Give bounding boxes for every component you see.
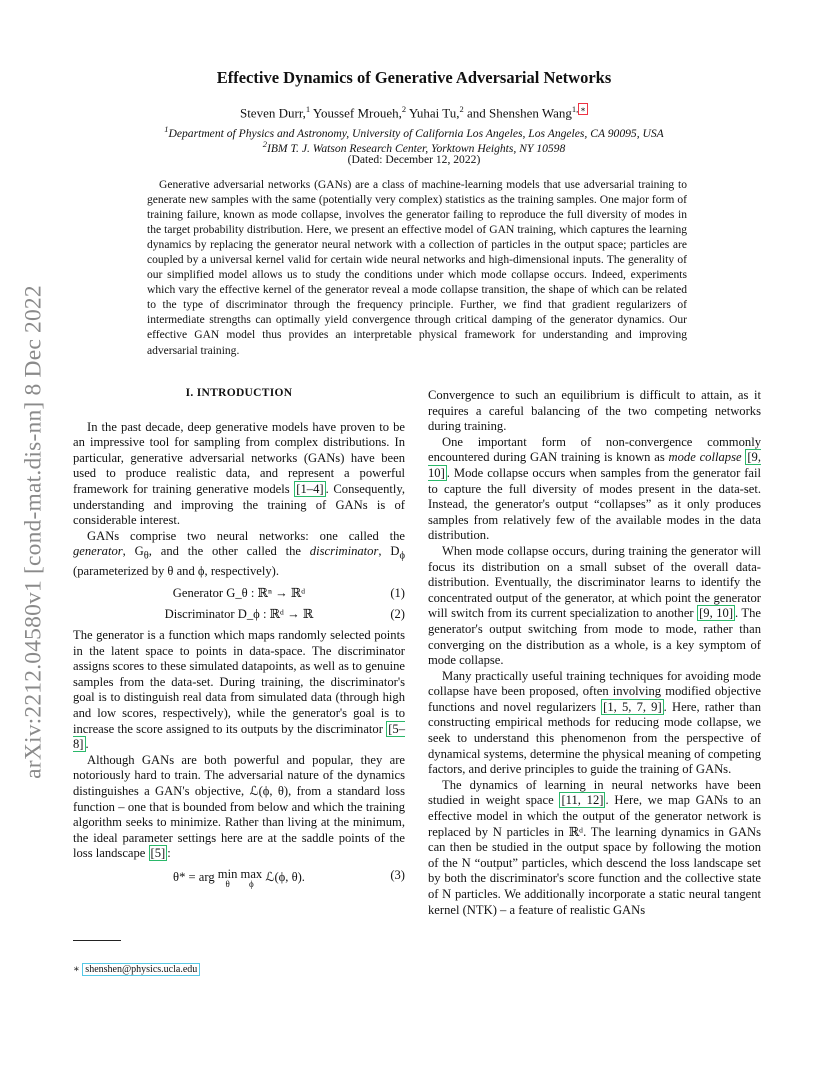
citation-link[interactable]: [11, 12] [561, 793, 604, 808]
footnote: ∗ shenshen@physics.ucla.edu [73, 964, 200, 975]
paragraph: In the past decade, deep generative models have proven to be an impressive tool for sampling from complex distributions. In particular, generative adversarial networks (GANs) have been used to produce realistic data, and represent a powerful framework for training generative models [1–4] . Consequently, understanding and improving the training of GANs is of considerable interest. [73, 419, 405, 528]
affiliation-1: $^1$Department of Physics and Astronomy, University of California Los Angeles, Los Angeles, CA 90095, USA [164, 124, 664, 140]
citation-link[interactable]: [1, 5, 7, 9] [603, 699, 662, 714]
dated-line: (Dated: December 12, 2022) [347, 153, 481, 166]
section-heading: I. INTRODUCTION [185, 387, 293, 399]
right-column [428, 388, 761, 918]
left-column [73, 384, 405, 898]
paper-title: Effective Dynamics of Generative Adversarial Networks [216, 68, 612, 87]
author-list: Steven Durr,$^1$ Youssef Mroueh,$^2$ Yuhai Tu,$^2$ and Shenshen Wang$^{1,}$ ∗ [239, 104, 587, 121]
paragraph: When mode collapse occurs, during training the generator will focus its distribution on a small subset of the overall data-distribution. Eventually, the discriminator learns to identify the concentrated output of the generator, at which point the generator will switch from its current specialization to another [9, 10] . The generator's output switching from mode to mode, rather than converging on the distribution as a whole, is a key symptom of mode collapse. [428, 543, 761, 668]
citation-link[interactable]: [5] [150, 846, 166, 861]
footnote-link[interactable]: ∗ [580, 104, 587, 114]
equation-2: Discriminator D_ϕ : ℝᵈ → ℝ (2) [164, 607, 405, 622]
paragraph: Although GANs are both powerful and popular, they are notoriously hard to train. The adversarial nature of the dynamics distinguishes a GAN's objective, ℒ(ϕ, θ), from a standard loss function – one that is bounded from below and which the training algorithm seeks to minimize. Rather than living at the minimum, the ideal parameter settings here are at the saddle points of the loss landscape [5] : [73, 752, 405, 861]
citation-link[interactable]: [9, 10] [428, 450, 761, 480]
citation-link[interactable]: [5–8] [73, 721, 405, 752]
paragraph: The generator is a function which maps randomly selected points in the latent space to points in data-space. The discriminator assigns scores to these simulated datapoints, as well as to genuine samples from the data-set. During training, the discriminator's goal is to distinguish real data from simulated data (through high and low scores, respectively), while the generator's goal is to increase the score assigned to its outputs by the discriminator [5–8] . [73, 628, 405, 752]
email-link[interactable]: shenshen@physics.ucla.edu [82, 963, 200, 976]
citation-link[interactable]: [9, 10] [699, 606, 734, 621]
paragraph: Convergence to such an equilibrium is difficult to attain, as it requires a careful balancing of the two competing networks during training. [428, 388, 761, 434]
paragraph: One important form of non-convergence commonly encountered during GAN training is known as mode collapse [9, 10] . Mode collapse occurs when samples from the generator fail to capture the full diversity of modes present in the data-set. Instead, the generator's output “collapses” as it only produces samples from relatively few of the available modes in the data distribution. [428, 434, 761, 543]
paragraph: Many practically useful training techniques for avoiding mode collapse have been proposed, often involving modified objective functions and novel regularizers [1, 5, 7, 9] . Here, rather than constructing empirical methods for reducing mode collapse, we seek to understand this phenomenon from the perspective of dynamical systems, determine the physical meaning of competing factors, and derive principles to guide the training of GANs. [428, 668, 761, 777]
paragraph: GANs comprise two neural networks: one called the generator, $G_\theta$, and the other called the discriminator, $D_\phi$ (parameterized by θ and ϕ, respectively). [73, 528, 405, 579]
equation-1: Generator G_θ : ℝⁿ → ℝᵈ (1) [172, 586, 405, 601]
arxiv-stamp: arXiv:2212.04580v1 [cond-mat.dis-nn] 8 Dec 2022 [20, 285, 47, 779]
abstract: Generative adversarial networks (GANs) are a class of machine-learning models that use adversarial training to generate new samples with the same (potentially very complex) statistics as the training samples. One major form of training failure, known as mode collapse, involves the generator failing to reproduce the full diversity of modes in the target probability distribution. Here, we present an effective model of GAN training, which captures the learning dynamics by replacing the generator neural network with a collection of particles in the output space; particles are coupled by a universal kernel valid for certain wide neural networks and high-dimensional inputs. The generality of our simplified model allows us to study the conditions under which mode collapse occurs. Indeed, experiments which vary the effective kernel of the generator reveal a mode collapse transition, the shape of which can be related to the type of discriminator through the frequency principle. Further, we find that gradient regularizers of intermediate strengths can optimally yield convergence through critical damping of the generator dynamics. Our effective GAN model thus provides an interpretable physical framework for understanding and improving adversarial training. [147, 179, 687, 357]
footnote-separator [73, 940, 121, 941]
citation-link[interactable]: [1–4] [296, 481, 324, 496]
equation-3: θ* = arg min θ max ϕ ℒ(ϕ, θ). (3) [173, 866, 405, 889]
paragraph: The dynamics of learning in neural networks have been studied in weight space [11, 12] . Here, we map GANs to an effective model in which the output of the generator network is replaced by N particles in ℝᵈ. The learning dynamics in GANs can then be studied in the output space by following the motion of the N “output” particles, which descend the loss landscape set by both the discriminator's score function and the collective state of N particles. We additionally incorporate a static neural tangent kernel (NTK) – a feature of realistic GANs [428, 777, 762, 917]
affiliation-2: $^2$IBM T. J. Watson Research Center, Yorktown Heights, NY 10598 [262, 139, 566, 155]
